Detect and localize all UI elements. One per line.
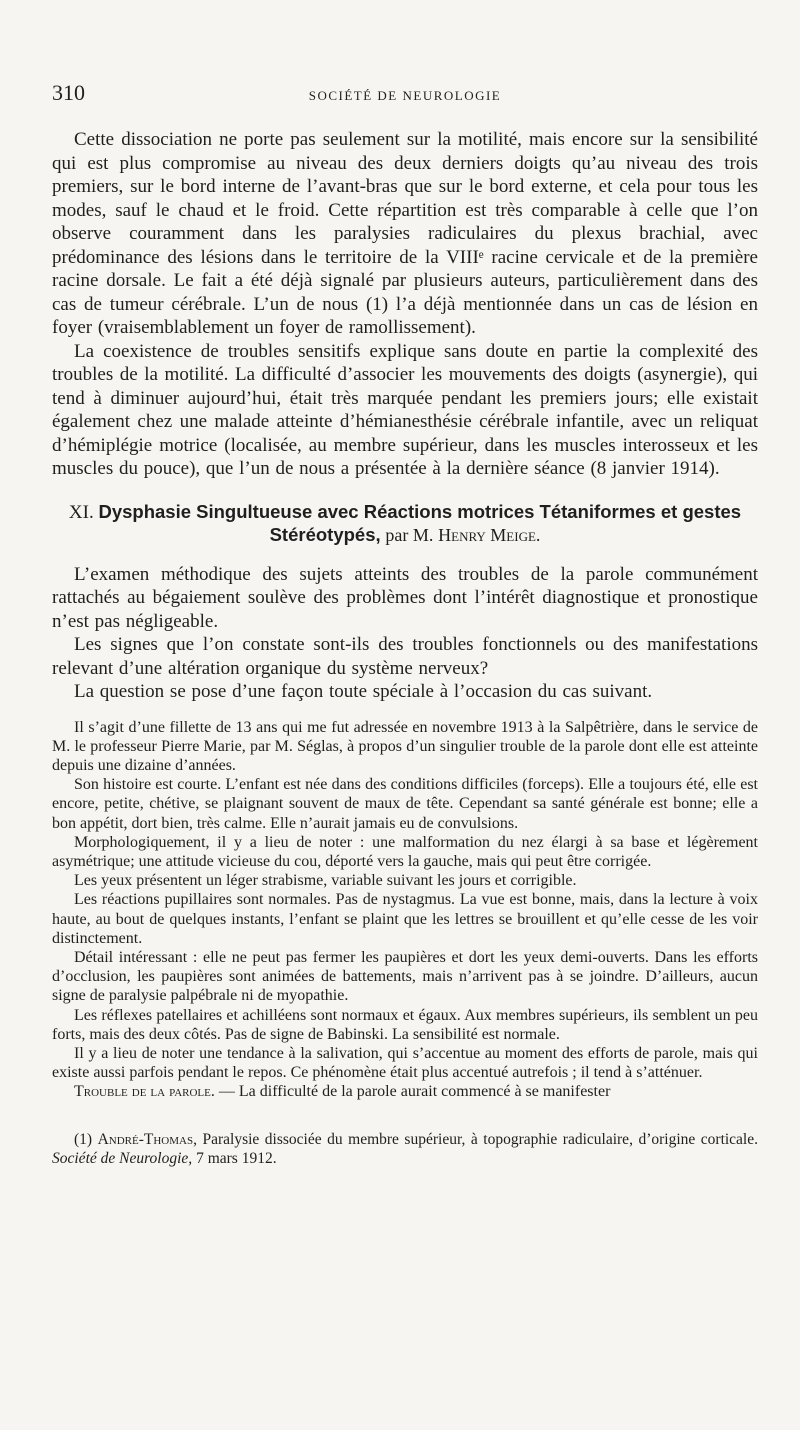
- case-paragraph: Les réactions pupillaires sont normales. Pas de nystagmus. La vue est bonne, mais, dans la lecture à voix haute, au bout de quelques instants, l’enfant se plaint que les lettres se brouillent et qu’elle cesse de les voir distinctement.: [52, 891, 758, 947]
- footnote-text: [52, 1130, 758, 1168]
- trouble-paragraph: [52, 1082, 758, 1101]
- section-heading: [52, 501, 758, 547]
- case-report: [52, 718, 758, 1102]
- footnote-title: Paralysie dissociée du membre supérieur, à topographie radiculaire, d’origine corticale.: [196, 1130, 758, 1148]
- case-paragraph: Détail intéressant : elle ne peut pas fermer les paupières et dort les yeux demi-ouverts. Dans les efforts d’occlusion, les paupières sont animées de battements, mais n’arrivent pas à se joindre. D’ailleurs, aucun signe de paralysie palpébrale ni de myopathie.: [52, 948, 758, 1005]
- footnote-journal: Société de Neurologie,: [52, 1149, 193, 1167]
- footnote-author: André-Thomas,: [97, 1130, 197, 1148]
- footnote-date: 7 mars 1912.: [192, 1149, 277, 1167]
- footnote-marker: (1): [74, 1130, 98, 1148]
- case-paragraph: Les yeux présentent un léger strabisme, variable suivant les jours et corrigible.: [74, 872, 577, 890]
- trouble-text: — La difficulté de la parole aurait commencé à se manifester: [214, 1083, 611, 1101]
- case-paragraph: Il y a lieu de noter une tendance à la salivation, qui s’accentue au moment des efforts de parole, mais qui existe aussi parfois pendant le repos. Ce phénomène était plus accentué autrefois ; il tend à s’atténuer.: [52, 1044, 758, 1082]
- section-number: XI.: [68, 501, 94, 523]
- paragraph: Cette dissociation ne porte pas seulement sur la motilité, mais encore sur la sensibilité qui est plus compromise au niveau des deux derniers doigts qu’au niveau des trois premiers, sur le bord interne de l’avant-bras que sur le bord externe, et cela pour tous les modes, sauf le chaud et le froid. Cette répartition est très comparable à celle que l’on observe couramment dans les paralysies radiculaires du plexus brachial, avec prédominance des lésions dans le territoire de la VIIIᵉ racine cervicale et de la première racine dorsale. Le fait a été déjà signalé par plusieurs auteurs, particulièrement dans des cas de tumeur cérébrale. L’un de nous (1) l’a déjà mentionnée dans un cas de lésion en foyer (vraisemblablement un foyer de ramollissement).: [52, 129, 758, 338]
- section-by: par M.: [385, 524, 434, 545]
- section-title: Dysphasie Singultueuse avec Réactions motrices Tétaniformes et gestes Stéréotypés,: [98, 500, 742, 545]
- running-head: SOCIÉTÉ DE NEUROLOGIE: [308, 88, 502, 103]
- trouble-lead: Trouble de la parole.: [74, 1083, 215, 1101]
- page-number: 310: [52, 80, 85, 105]
- paragraph: La question se pose d’une façon toute spéciale à l’occasion du cas suivant.: [74, 681, 653, 702]
- section-author: Henry Meige.: [438, 524, 541, 545]
- footnote: [52, 1130, 758, 1168]
- paragraph: La coexistence de troubles sensitifs explique sans doute en partie la complexité des troubles de la motilité. La difficulté d’associer les mouvements des doigts (asynergie), qui tend à diminuer aujourd’hui, était très marquée pendant les premiers jours; elle existait également chez une malade atteinte d’hémianesthésie cérébrale infantile, avec un reliquat d’hémiplégie motrice (localisée, au membre supérieur, dans les muscles interosseux et les muscles du pouce), que l’un de nous a présentée à la dernière séance (8 janvier 1914).: [52, 340, 758, 479]
- paragraph: L’examen méthodique des sujets atteints des troubles de la parole communément rattachés au bégaiement soulève des problèmes dont l’intérêt diagnostique et pronostique n’est pas négligeable.: [52, 563, 758, 632]
- body-text: [52, 128, 758, 481]
- case-paragraph: Son histoire est courte. L’enfant est née dans des conditions difficiles (forceps). Elle a toujours été, elle est encore, petite, chétive, se plaignant souvent de maux de tête. Cependant sa santé générale est bonne; elle a bon appétit, dort bien, très calme. Elle n’aurait jamais eu de convulsions.: [52, 776, 758, 832]
- case-paragraph: Les réflexes patellaires et achilléens sont normaux et égaux. Aux membres supérieurs, ils semblent un peu forts, mais des deux côtés. Pas de signe de Babinski. La sensibilité est normale.: [52, 1006, 758, 1043]
- paragraph: Les signes que l’on constate sont-ils des troubles fonctionnels ou des manifestations relevant d’une altération organique du système nerveux?: [52, 634, 758, 679]
- case-paragraph: Morphologiquement, il y a lieu de noter : une malformation du nez élargi à sa base et légèrement asymétrique; une attitude vicieuse du cou, déporté vers la gauche, mais qui peut être corrigée.: [52, 833, 758, 870]
- page-header: [52, 80, 758, 114]
- case-paragraph: Il s’agit d’une fillette de 13 ans qui me fut adressée en novembre 1913 à la Salpêtrière, dans le service de M. le professeur Pierre Marie, par M. Séglas, à propos d’un singulier trouble de la parole dont elle est atteinte depuis une dizaine d’années.: [52, 718, 758, 774]
- section-body: [52, 563, 758, 704]
